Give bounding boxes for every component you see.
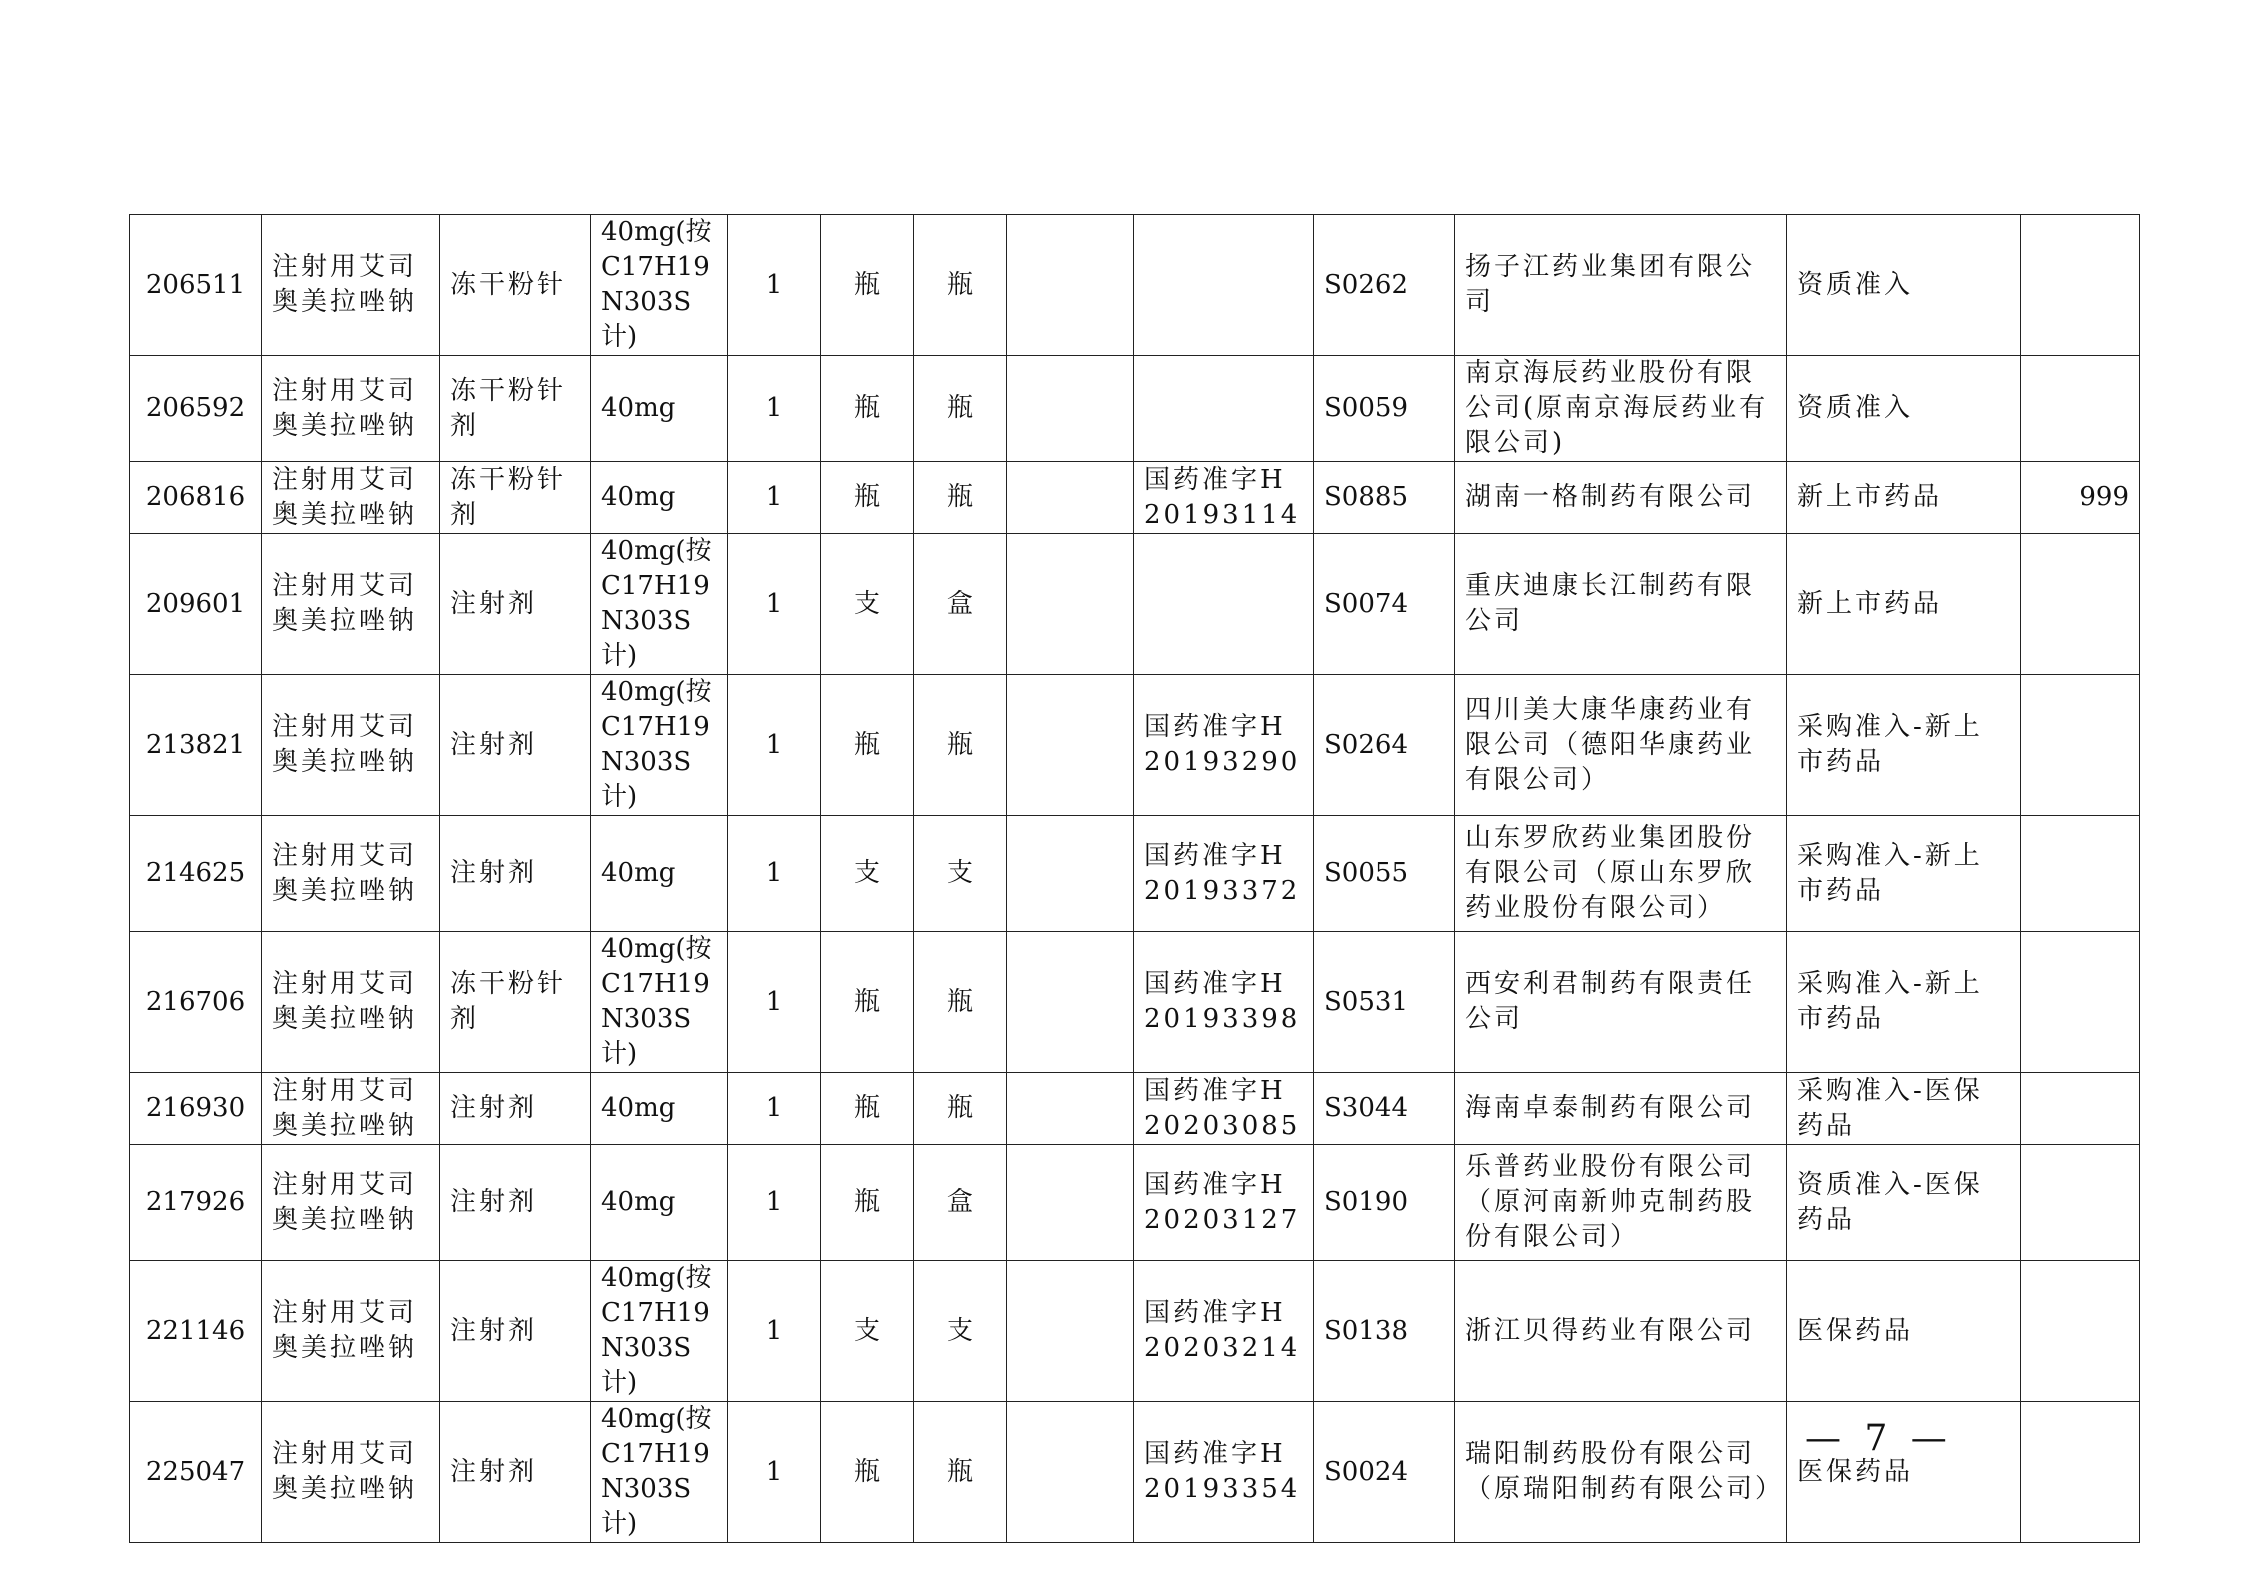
price-value-cell (2021, 932, 2140, 1073)
specification-cell: 40mg(按C17H19N303S计) (591, 1402, 728, 1543)
min-unit-cell: 支 (821, 816, 914, 932)
pack-unit-cell: 支 (914, 1261, 1007, 1402)
price-value-cell (2021, 816, 2140, 932)
table-row (130, 215, 2140, 356)
price-value-cell (2021, 215, 2140, 356)
conversion-ratio-cell: 1 (728, 534, 821, 675)
conversion-ratio-cell: 1 (728, 1402, 821, 1543)
pack-unit-cell: 瓶 (914, 1073, 1007, 1145)
enterprise-code-cell: S0138 (1314, 1261, 1455, 1402)
pack-unit-cell: 支 (914, 816, 1007, 932)
specification-cell: 40mg(按C17H19N303S计) (591, 675, 728, 816)
table-row (130, 1073, 2140, 1145)
drug-code-cell: 206592 (130, 356, 262, 462)
price-value-cell (2021, 534, 2140, 675)
drug-code-cell: 214625 (130, 816, 262, 932)
approval-number-cell: 国药准字H20193372 (1134, 816, 1314, 932)
min-unit-cell: 瓶 (821, 1145, 914, 1261)
price-value-cell: 999 (2021, 462, 2140, 534)
specification-cell: 40mg (591, 1145, 728, 1261)
blank-cell-cell (1007, 932, 1134, 1073)
min-unit-cell: 瓶 (821, 1402, 914, 1543)
dosage-form-cell: 注射剂 (440, 1261, 591, 1402)
specification-cell: 40mg (591, 462, 728, 534)
admission-type-cell: 采购准入-新上市药品 (1787, 675, 2021, 816)
approval-number-cell (1134, 356, 1314, 462)
drug-table (129, 214, 2140, 1543)
min-unit-cell: 瓶 (821, 932, 914, 1073)
admission-type-cell: 新上市药品 (1787, 534, 2021, 675)
specification-cell: 40mg(按C17H19N303S计) (591, 215, 728, 356)
price-value-cell (2021, 1402, 2140, 1543)
manufacturer-cell: 浙江贝得药业有限公司 (1455, 1261, 1787, 1402)
approval-number-cell (1134, 534, 1314, 675)
enterprise-code-cell: S3044 (1314, 1073, 1455, 1145)
drug-code-cell: 217926 (130, 1145, 262, 1261)
blank-cell-cell (1007, 1145, 1134, 1261)
blank-cell-cell (1007, 356, 1134, 462)
dosage-form-cell: 注射剂 (440, 816, 591, 932)
enterprise-code-cell: S0024 (1314, 1402, 1455, 1543)
admission-type-cell: 资质准入 (1787, 356, 2021, 462)
drug-name-cell: 注射用艾司奥美拉唑钠 (262, 1073, 440, 1145)
price-value-cell (2021, 356, 2140, 462)
blank-cell-cell (1007, 1402, 1134, 1543)
dosage-form-cell: 冻干粉针剂 (440, 356, 591, 462)
dosage-form-cell: 注射剂 (440, 1145, 591, 1261)
enterprise-code-cell: S0074 (1314, 534, 1455, 675)
min-unit-cell: 支 (821, 1261, 914, 1402)
dosage-form-cell: 注射剂 (440, 1402, 591, 1543)
price-value-cell (2021, 675, 2140, 816)
specification-cell: 40mg(按C17H19N303S计) (591, 534, 728, 675)
admission-type-cell: 采购准入-医保药品 (1787, 1073, 2021, 1145)
min-unit-cell: 瓶 (821, 356, 914, 462)
conversion-ratio-cell: 1 (728, 932, 821, 1073)
enterprise-code-cell: S0264 (1314, 675, 1455, 816)
drug-name-cell: 注射用艾司奥美拉唑钠 (262, 1261, 440, 1402)
pack-unit-cell: 瓶 (914, 215, 1007, 356)
conversion-ratio-cell: 1 (728, 1145, 821, 1261)
admission-type-cell: 采购准入-新上市药品 (1787, 932, 2021, 1073)
pack-unit-cell: 瓶 (914, 932, 1007, 1073)
drug-name-cell: 注射用艾司奥美拉唑钠 (262, 1145, 440, 1261)
drug-name-cell: 注射用艾司奥美拉唑钠 (262, 816, 440, 932)
table-row (130, 534, 2140, 675)
pack-unit-cell: 瓶 (914, 462, 1007, 534)
drug-code-cell: 221146 (130, 1261, 262, 1402)
page-number: — 7 — (1805, 1418, 1953, 1459)
drug-code-cell: 216706 (130, 932, 262, 1073)
conversion-ratio-cell: 1 (728, 356, 821, 462)
manufacturer-cell: 西安利君制药有限责任公司 (1455, 932, 1787, 1073)
pack-unit-cell: 瓶 (914, 675, 1007, 816)
manufacturer-cell: 瑞阳制药股份有限公司（原瑞阳制药有限公司） (1455, 1402, 1787, 1543)
blank-cell-cell (1007, 534, 1134, 675)
enterprise-code-cell: S0531 (1314, 932, 1455, 1073)
min-unit-cell: 瓶 (821, 1073, 914, 1145)
min-unit-cell: 瓶 (821, 675, 914, 816)
pack-unit-cell: 盒 (914, 1145, 1007, 1261)
enterprise-code-cell: S0059 (1314, 356, 1455, 462)
manufacturer-cell: 南京海辰药业股份有限公司(原南京海辰药业有限公司) (1455, 356, 1787, 462)
dosage-form-cell: 冻干粉针剂 (440, 932, 591, 1073)
conversion-ratio-cell: 1 (728, 462, 821, 534)
table-row (130, 356, 2140, 462)
admission-type-cell: 新上市药品 (1787, 462, 2021, 534)
approval-number-cell: 国药准字H20203127 (1134, 1145, 1314, 1261)
conversion-ratio-cell: 1 (728, 1073, 821, 1145)
drug-code-cell: 225047 (130, 1402, 262, 1543)
min-unit-cell: 支 (821, 534, 914, 675)
drug-name-cell: 注射用艾司奥美拉唑钠 (262, 462, 440, 534)
dosage-form-cell: 注射剂 (440, 1073, 591, 1145)
conversion-ratio-cell: 1 (728, 675, 821, 816)
dosage-form-cell: 冻干粉针剂 (440, 462, 591, 534)
specification-cell: 40mg(按C17H19N303S计) (591, 1261, 728, 1402)
table-row (130, 1145, 2140, 1261)
specification-cell: 40mg (591, 816, 728, 932)
table-row (130, 1261, 2140, 1402)
dosage-form-cell: 冻干粉针 (440, 215, 591, 356)
approval-number-cell: 国药准字H20203214 (1134, 1261, 1314, 1402)
drug-code-cell: 209601 (130, 534, 262, 675)
blank-cell-cell (1007, 1261, 1134, 1402)
approval-number-cell: 国药准字H20203085 (1134, 1073, 1314, 1145)
approval-number-cell: 国药准字H20193114 (1134, 462, 1314, 534)
drug-name-cell: 注射用艾司奥美拉唑钠 (262, 534, 440, 675)
manufacturer-cell: 湖南一格制药有限公司 (1455, 462, 1787, 534)
table-row (130, 816, 2140, 932)
manufacturer-cell: 四川美大康华康药业有限公司（德阳华康药业有限公司） (1455, 675, 1787, 816)
table-row (130, 462, 2140, 534)
drug-code-cell: 206816 (130, 462, 262, 534)
specification-cell: 40mg(按C17H19N303S计) (591, 932, 728, 1073)
min-unit-cell: 瓶 (821, 462, 914, 534)
blank-cell-cell (1007, 215, 1134, 356)
enterprise-code-cell: S0262 (1314, 215, 1455, 356)
admission-type-cell: 医保药品 (1787, 1402, 2021, 1543)
dosage-form-cell: 注射剂 (440, 534, 591, 675)
conversion-ratio-cell: 1 (728, 1261, 821, 1402)
drug-name-cell: 注射用艾司奥美拉唑钠 (262, 932, 440, 1073)
price-value-cell (2021, 1261, 2140, 1402)
drug-name-cell: 注射用艾司奥美拉唑钠 (262, 356, 440, 462)
enterprise-code-cell: S0190 (1314, 1145, 1455, 1261)
enterprise-code-cell: S0885 (1314, 462, 1455, 534)
manufacturer-cell: 山东罗欣药业集团股份有限公司（原山东罗欣药业股份有限公司） (1455, 816, 1787, 932)
specification-cell: 40mg (591, 1073, 728, 1145)
blank-cell-cell (1007, 675, 1134, 816)
approval-number-cell (1134, 215, 1314, 356)
blank-cell-cell (1007, 816, 1134, 932)
admission-type-cell: 资质准入-医保药品 (1787, 1145, 2021, 1261)
dosage-form-cell: 注射剂 (440, 675, 591, 816)
approval-number-cell: 国药准字H20193290 (1134, 675, 1314, 816)
enterprise-code-cell: S0055 (1314, 816, 1455, 932)
table-row (130, 932, 2140, 1073)
manufacturer-cell: 重庆迪康长江制药有限公司 (1455, 534, 1787, 675)
drug-code-cell: 206511 (130, 215, 262, 356)
approval-number-cell: 国药准字H20193398 (1134, 932, 1314, 1073)
drug-name-cell: 注射用艾司奥美拉唑钠 (262, 1402, 440, 1543)
price-value-cell (2021, 1145, 2140, 1261)
table-body (130, 215, 2140, 1543)
conversion-ratio-cell: 1 (728, 816, 821, 932)
drug-code-cell: 216930 (130, 1073, 262, 1145)
blank-cell-cell (1007, 462, 1134, 534)
conversion-ratio-cell: 1 (728, 215, 821, 356)
blank-cell-cell (1007, 1073, 1134, 1145)
admission-type-cell: 医保药品 (1787, 1261, 2021, 1402)
manufacturer-cell: 海南卓泰制药有限公司 (1455, 1073, 1787, 1145)
drug-name-cell: 注射用艾司奥美拉唑钠 (262, 215, 440, 356)
table-row (130, 675, 2140, 816)
pack-unit-cell: 瓶 (914, 1402, 1007, 1543)
admission-type-cell: 资质准入 (1787, 215, 2021, 356)
drug-name-cell: 注射用艾司奥美拉唑钠 (262, 675, 440, 816)
price-value-cell (2021, 1073, 2140, 1145)
specification-cell: 40mg (591, 356, 728, 462)
manufacturer-cell: 扬子江药业集团有限公司 (1455, 215, 1787, 356)
approval-number-cell: 国药准字H20193354 (1134, 1402, 1314, 1543)
pack-unit-cell: 盒 (914, 534, 1007, 675)
pack-unit-cell: 瓶 (914, 356, 1007, 462)
admission-type-cell: 采购准入-新上市药品 (1787, 816, 2021, 932)
manufacturer-cell: 乐普药业股份有限公司（原河南新帅克制药股份有限公司） (1455, 1145, 1787, 1261)
min-unit-cell: 瓶 (821, 215, 914, 356)
drug-code-cell: 213821 (130, 675, 262, 816)
